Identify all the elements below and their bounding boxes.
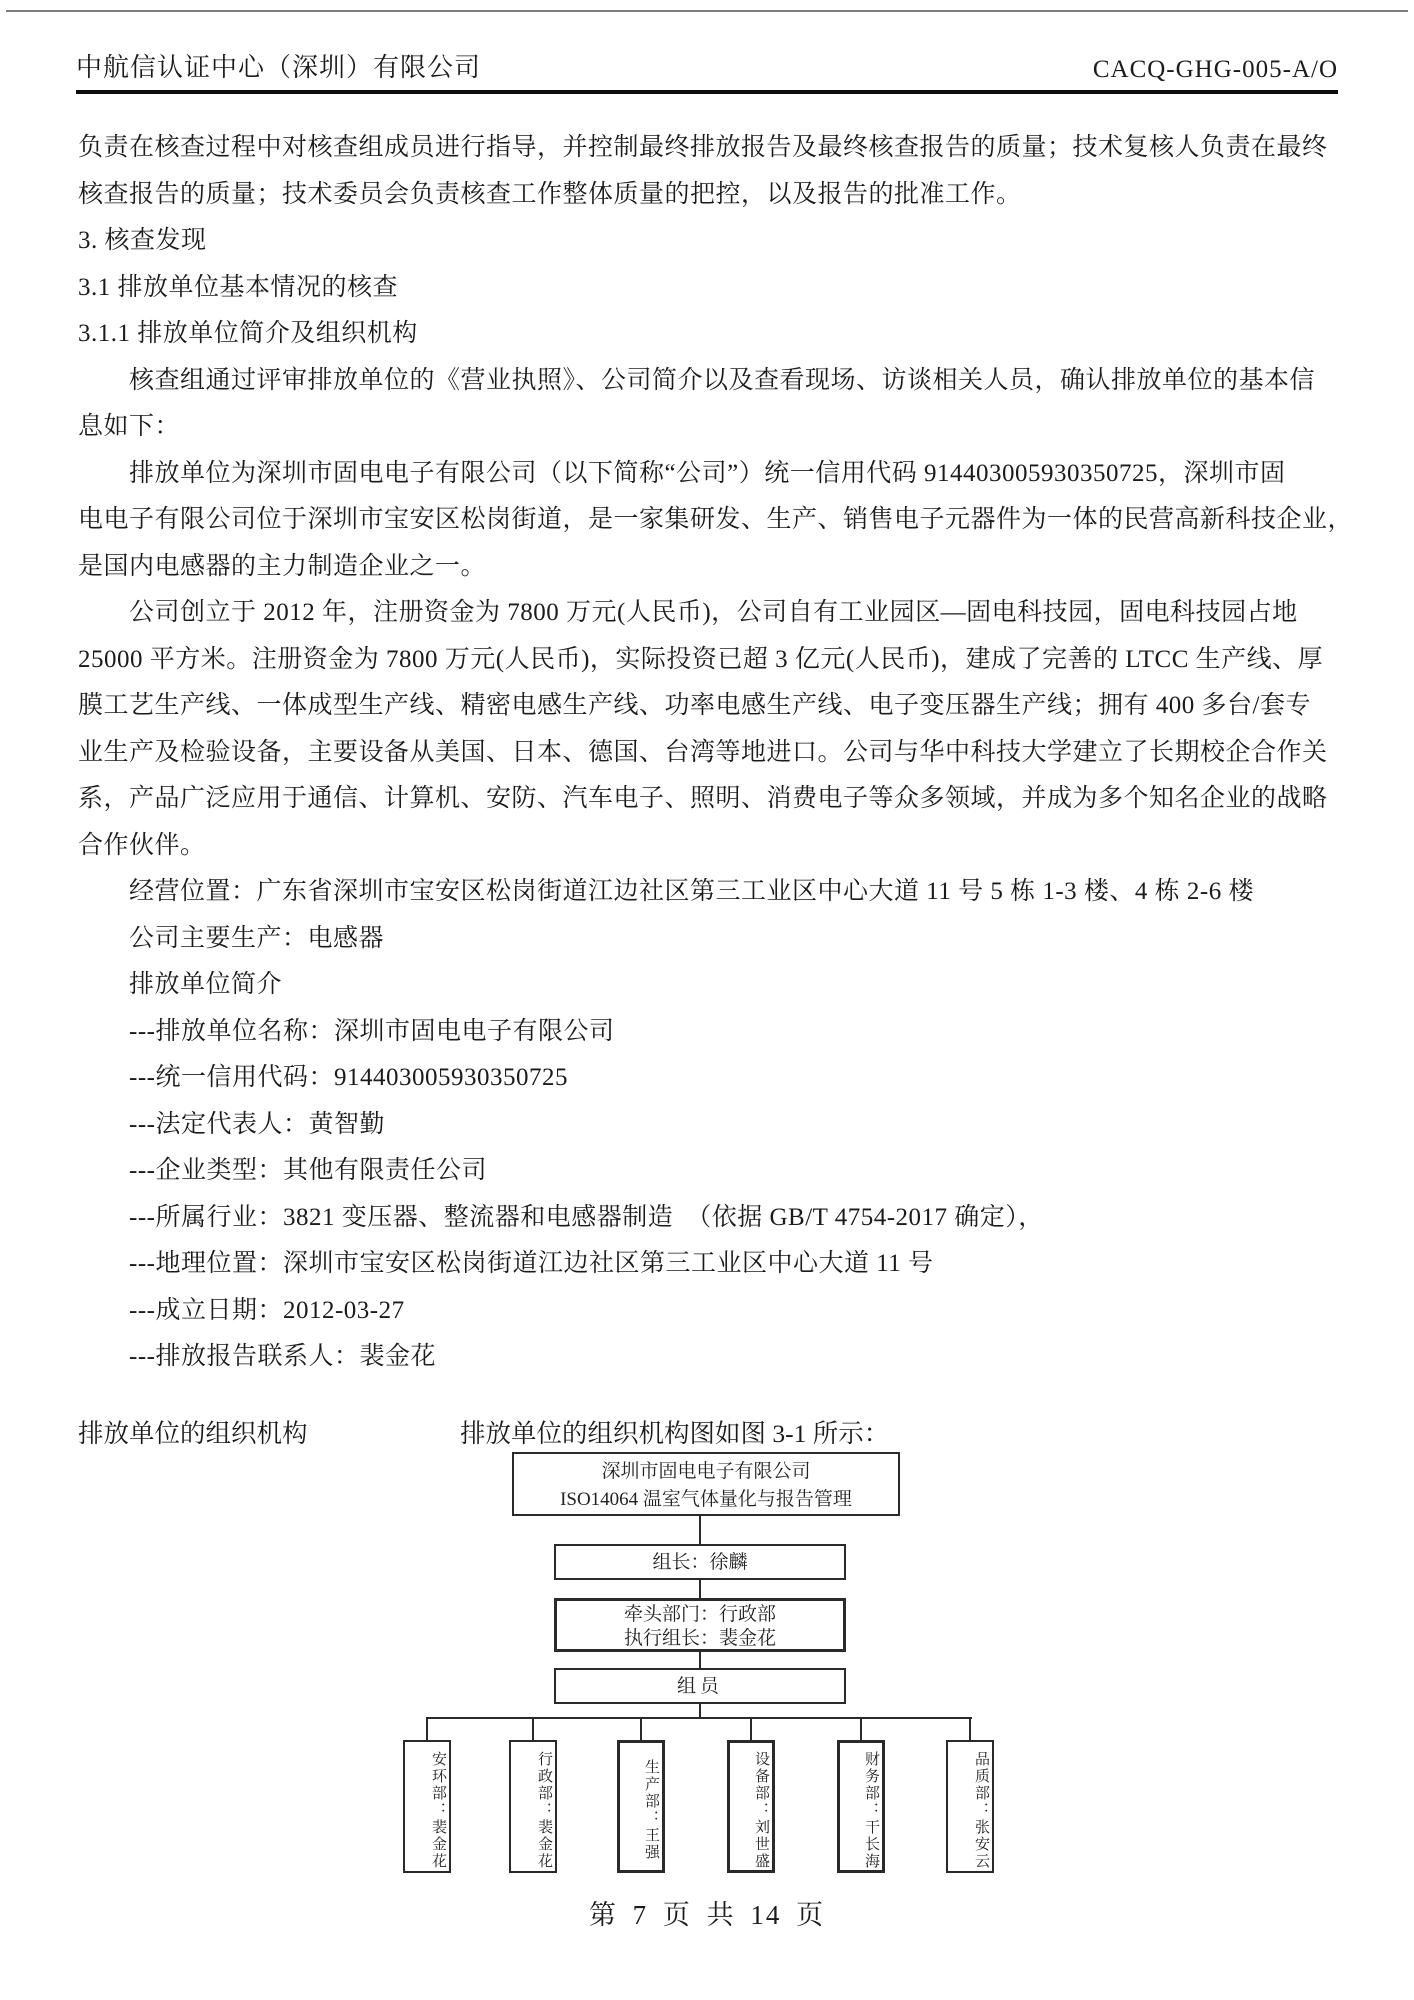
org-box-lead-department (554, 1598, 846, 1652)
connector-line (699, 1580, 701, 1598)
connector-drop-line (640, 1719, 642, 1740)
body-line: 合作伙伴。 (78, 831, 206, 859)
body-line: ---企业类型：其他有限责任公司 (78, 1157, 487, 1184)
connector-drop-line (532, 1719, 534, 1740)
body-line: ---成立日期：2012-03-27 (78, 1296, 405, 1324)
body-line: 电电子有限公司位于深圳市宝安区松岗街道，是一家集研发、生产、销售电子元器件为一体的民营高新科技企业， (78, 506, 1354, 533)
document-body (78, 125, 1354, 1381)
body-line: 核查组通过评审排放单位的《营业执照》、公司简介以及查看现场、访谈相关人员，确认排放单位的基本信 (78, 366, 1316, 394)
org-box-company-name: 深圳市固电电子有限公司 (601, 1461, 811, 1482)
org-structure-label: 排放单位的组织机构 (78, 1419, 308, 1448)
org-box-department: 财务部：干长海 (837, 1740, 885, 1873)
body-line: 排放单位简介 (78, 971, 283, 998)
header-company-name: 中航信认证中心（深圳）有限公司 (76, 53, 482, 82)
connector-line (699, 1652, 701, 1668)
org-box-lead-department-line2: 执行组长：裴金花 (623, 1628, 776, 1649)
body-line: 公司主要生产：电感器 (78, 924, 385, 952)
body-line: 核查报告的质量；技术委员会负责核查工作整体质量的把控，以及报告的批准工作。 (78, 180, 1022, 208)
body-line: ---排放报告联系人：裴金花 (78, 1343, 436, 1370)
body-line: 是国内电感器的主力制造企业之一。 (78, 552, 487, 580)
body-line: ---法定代表人：黄智勤 (78, 1110, 385, 1138)
body-line: 3. 核查发现 (78, 227, 207, 254)
body-line: 膜工艺生产线、一体成型生产线、精密电感生产线、功率电感生产线、电子变压器生产线；拥有 400 多台/套专 (78, 692, 1311, 719)
org-box-department: 行政部：裴金花 (509, 1740, 557, 1873)
body-line: 公司创立于 2012 年，注册资金为 7800 万元(人民币)，公司自有工业园区—固电科技园，固电科技园占地 (78, 599, 1298, 626)
body-line: ---地理位置：深圳市宝安区松岗街道江边社区第三工业区中心大道 11 号 (78, 1250, 934, 1277)
org-structure-label-row (0, 1412, 1414, 1456)
document-header (76, 44, 1338, 94)
page-footer: 第 7 页 共 14 页 (588, 1900, 826, 1930)
org-box-company-subtitle: ISO14064 温室气体量化与报告管理 (560, 1489, 852, 1510)
org-structure-figure-caption: 排放单位的组织机构图如图 3-1 所示： (460, 1419, 890, 1448)
org-box-company (512, 1452, 900, 1516)
connector-drop-line (426, 1719, 428, 1740)
org-box-department: 生产部：王强 (617, 1740, 665, 1873)
body-line: 排放单位为深圳市固电电子有限公司（以下简称“公司”）统一信用代码 914403005930350725，深圳市固 (78, 459, 1286, 487)
body-line: 业生产及检验设备，主要设备从美国、日本、德国、台湾等地进口。公司与华中科技大学建立了长期校企合作关 (78, 738, 1328, 766)
connector-horizontal-bar (426, 1717, 972, 1719)
body-line: 息如下： (78, 413, 181, 440)
org-box-members: 组员 (554, 1668, 846, 1704)
body-line: 经营位置：广东省深圳市宝安区松岗街道江边社区第三工业区中心大道 11 号 5 栋 1-3 楼、4 栋 2-6 楼 (78, 878, 1254, 905)
body-line: 25000 平方米。注册资金为 7800 万元(人民币)，实际投资已超 3 亿元(人民币)，建成了完善的 LTCC 生产线、厚 (78, 645, 1324, 673)
body-line: 负责在核查过程中对核查组成员进行指导，并控制最终排放报告及最终核查报告的质量；技术复核人负责在最终 (78, 134, 1328, 161)
connector-drop-line (750, 1719, 752, 1740)
body-line: 3.1 排放单位基本情况的核查 (78, 273, 399, 301)
body-line: 3.1.1 排放单位简介及组织机构 (78, 320, 418, 347)
connector-line (699, 1704, 701, 1718)
org-box-department: 品质部：张安云 (946, 1740, 994, 1873)
body-line: 系，产品广泛应用于通信、计算机、安防、汽车电子、照明、消费电子等众多领域，并成为多个知名企业的战略 (78, 785, 1328, 812)
org-box-department: 设备部：刘世盛 (727, 1740, 775, 1873)
page-top-scan-line (6, 10, 1408, 12)
body-line: ---统一信用代码：914403005930350725 (78, 1064, 568, 1091)
org-box-group-leader: 组长：徐麟 (554, 1544, 846, 1580)
connector-drop-line (969, 1719, 971, 1740)
connector-drop-line (860, 1719, 862, 1740)
header-document-number: CACQ-GHG-005-A/O (1092, 56, 1338, 83)
connector-line (699, 1516, 701, 1544)
body-line: ---所属行业：3821 变压器、整流器和电感器制造 （依据 GB/T 4754-2017 确定）， (78, 1203, 1044, 1231)
org-box-lead-department-line1: 牵头部门：行政部 (623, 1604, 776, 1625)
org-box-department: 安环部：裴金花 (403, 1740, 451, 1873)
body-line: ---排放单位名称：深圳市固电电子有限公司 (78, 1017, 615, 1045)
